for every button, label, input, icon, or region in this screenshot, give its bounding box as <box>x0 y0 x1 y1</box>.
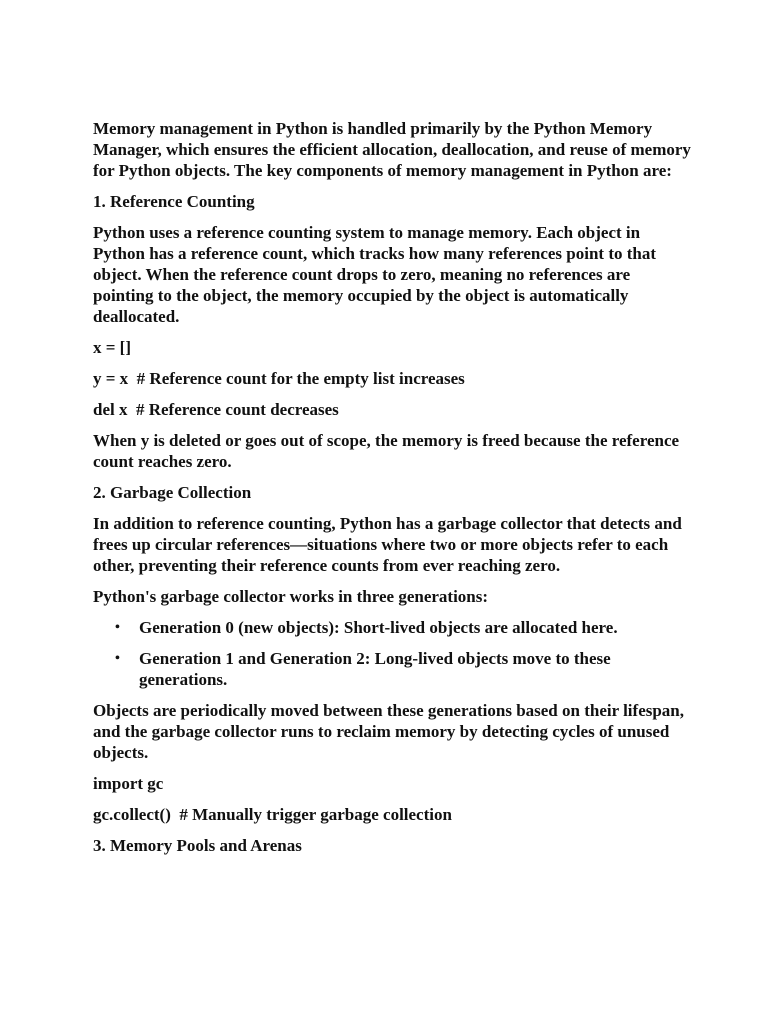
intro-paragraph: Memory management in Python is handled primarily by the Python Memory Manager, which ensures the efficient allocation, deallocation, and reuse of memory for Python objects. The key components of memory management in Python are: <box>93 119 691 180</box>
generations-note: Objects are periodically moved between these generations based on their lifespan, and the garbage collector runs to reclaim memory by detecting cycles of unused objects. <box>93 701 685 762</box>
bullet-icon: • <box>115 620 120 635</box>
list-item <box>115 617 693 638</box>
section-heading-reference-counting: 1. Reference Counting <box>93 192 255 211</box>
garbage-collection-paragraph: In addition to reference counting, Python has a garbage collector that detects and frees up circular references—situations where two or more objects refer to each other, preventing their reference counts from ever reaching zero. <box>93 514 682 575</box>
generations-list <box>93 617 693 690</box>
section-heading-garbage-collection: 2. Garbage Collection <box>93 483 252 502</box>
reference-counting-note: When y is deleted or goes out of scope, the memory is freed because the reference count reaches zero. <box>93 431 680 471</box>
code-line: del x # Reference count decreases <box>93 400 339 419</box>
list-item-text: Generation 0 (new objects): Short-lived objects are allocated here. <box>139 618 618 637</box>
reference-counting-paragraph: Python uses a reference counting system to manage memory. Each object in Python has a reference count, which tracks how many references point to that object. When the reference count drops to zero, meaning no references are pointing to the object, the memory occupied by the object is automatically deallocated. <box>93 223 657 326</box>
document-page <box>93 118 693 866</box>
list-item-text: Generation 1 and Generation 2: Long-lived objects move to these generations. <box>139 649 611 689</box>
code-line: gc.collect() # Manually trigger garbage collection <box>93 805 452 824</box>
section-heading-memory-pools: 3. Memory Pools and Arenas <box>93 836 302 855</box>
code-line: x = [] <box>93 338 132 357</box>
bullet-icon: • <box>115 651 120 666</box>
code-line: y = x # Reference count for the empty list increases <box>93 369 465 388</box>
list-item <box>115 648 693 690</box>
code-line: import gc <box>93 774 164 793</box>
generations-intro: Python's garbage collector works in three generations: <box>93 587 489 606</box>
